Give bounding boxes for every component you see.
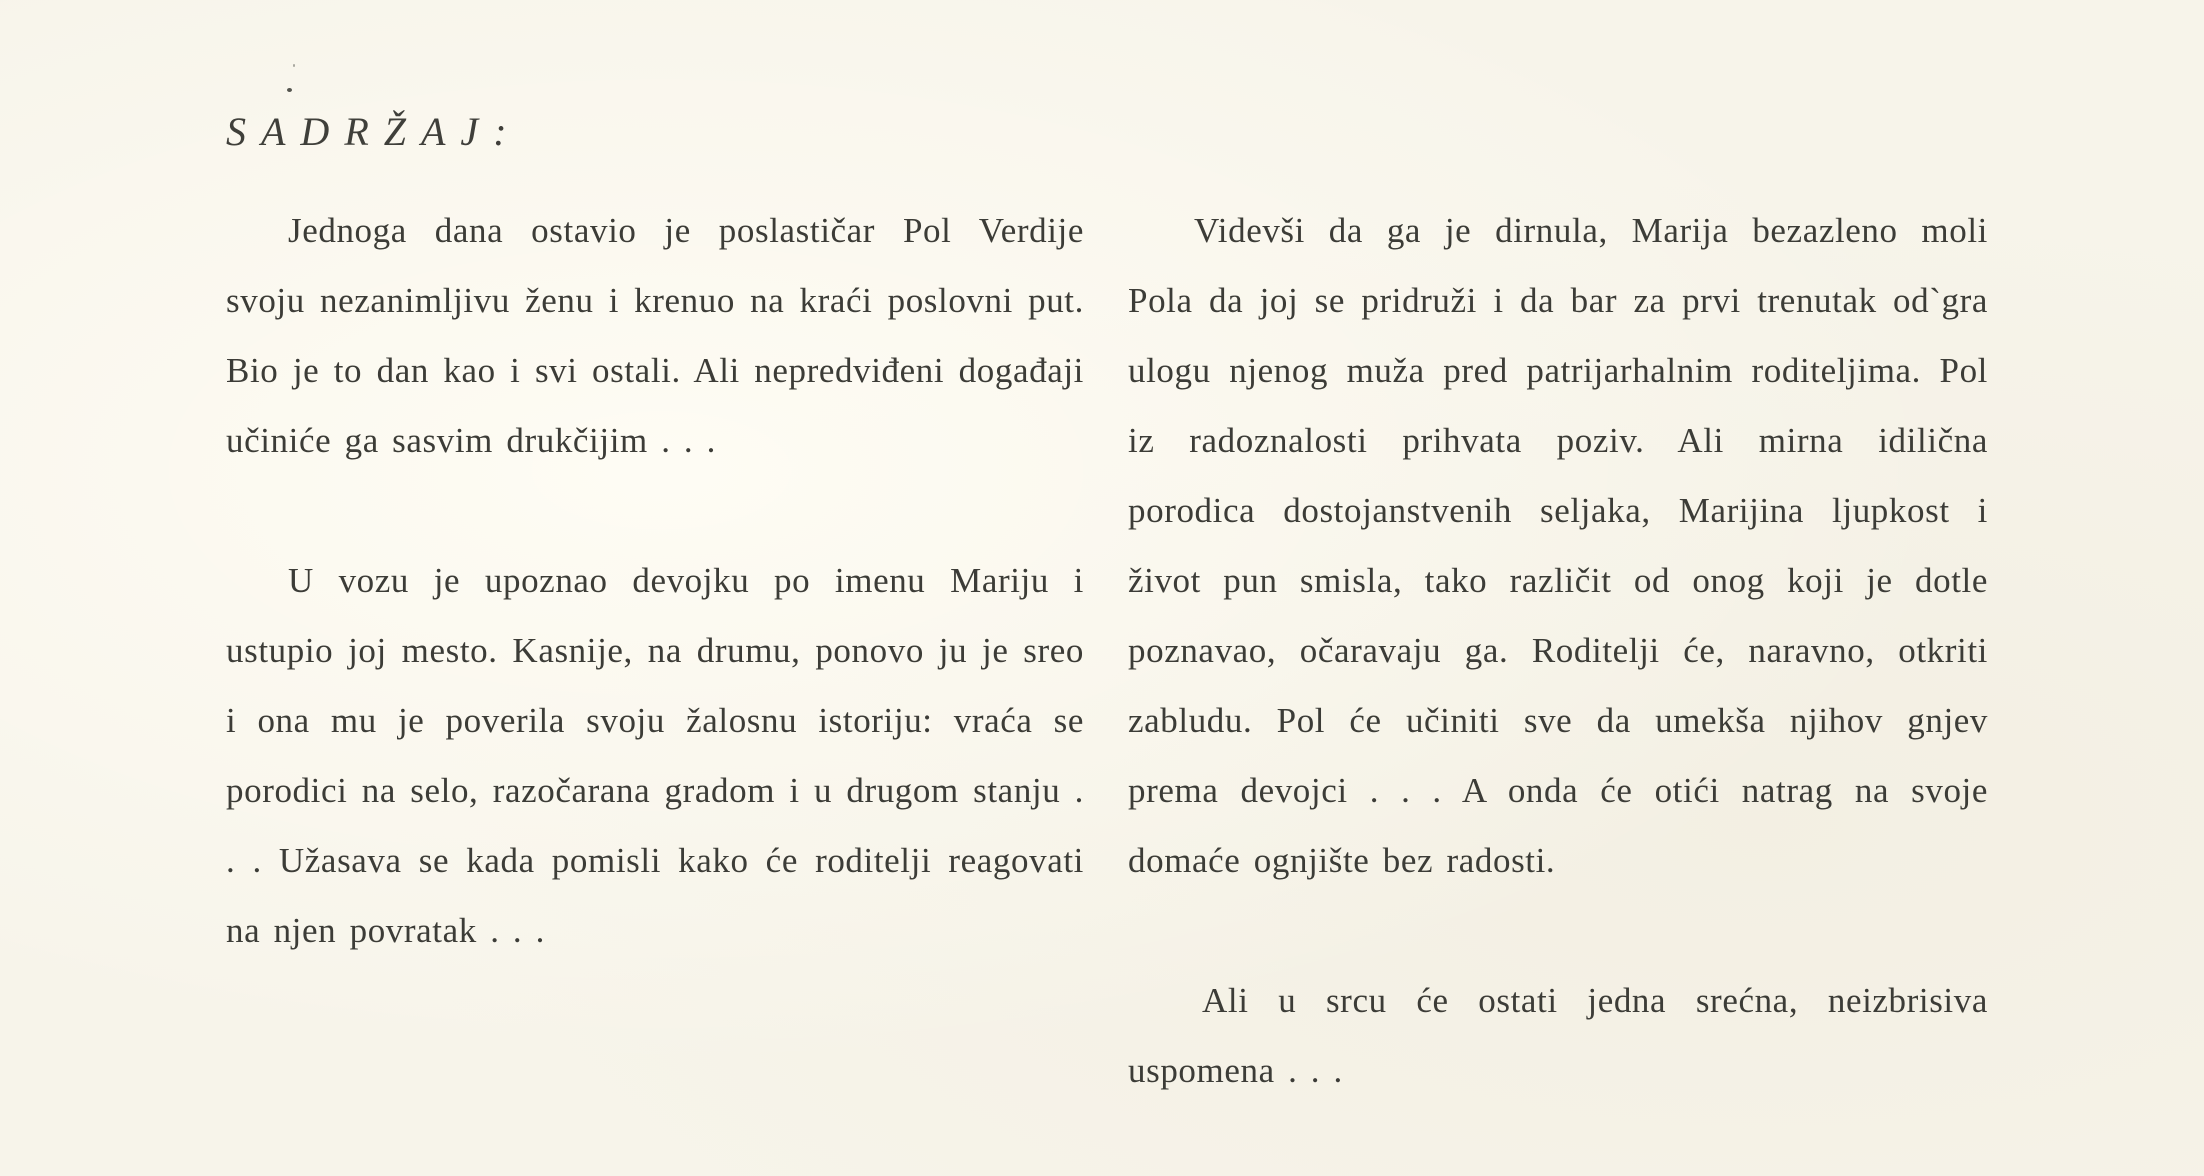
document-heading: SADRŽAJ: [226, 109, 522, 154]
right-column [1128, 196, 1988, 1106]
left-column [226, 196, 1084, 966]
ink-speck [293, 64, 295, 67]
right-paragraph-1: Videvši da ga je dirnula, Marija bezazleno moli Pola da joj se pridruži i da bar za prvi trenutak od`gra ulogu njenog muža pred patrijarhalnim roditeljima. Pol iz radoznalosti prihvata poziv. Ali mirna idilična porodica dostojanstvenih seljaka, Marijina ljupkost i život pun smisla, tako različit od onog koji je dotle poznavao, očaravaju ga. Roditelji će, naravno, otkriti zabludu. Pol će učiniti sve da umekša njihov gnjev prema devojci . . . A onda će otići natrag na svoje domaće ognjište bez radosti. [1128, 211, 1988, 880]
left-paragraph-2: U vozu je upoznao devojku po imenu Mariju i ustupio joj mesto. Kasnije, na drumu, ponovo ju je sreo i ona mu je poverila svoju žalosnu istoriju: vraća se porodici na selo, razočarana gradom i u drugom stanju . . . Užasava se kada pomisli kako će roditelji reagovati na njen povratak . . . [226, 561, 1084, 950]
right-paragraph-2: Ali u srcu će ostati jedna srećna, neizbrisiva uspomena . . . [1128, 981, 1988, 1090]
ink-speck [287, 88, 292, 92]
left-paragraph-1: Jednoga dana ostavio je poslastičar Pol Verdije svoju nezanimljivu ženu i krenuo na kraći poslovni put. Bio je to dan kao i svi ostali. Ali nepredviđeni događaji učiniće ga sasvim drukčijim . . . [226, 211, 1084, 460]
